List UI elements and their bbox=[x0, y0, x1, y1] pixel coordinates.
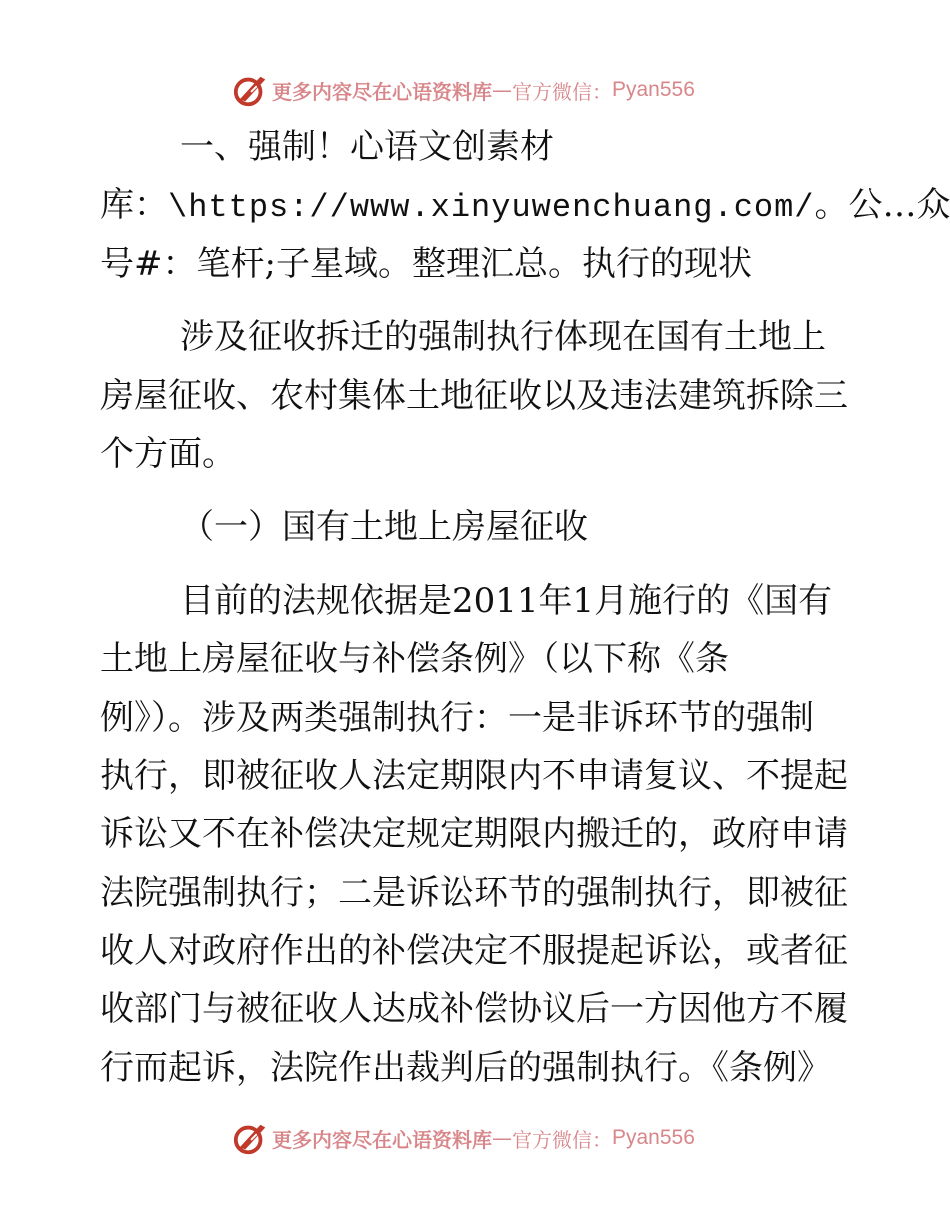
banner-label: 官方微信： bbox=[512, 79, 612, 104]
subheading: （一）国有土地上房屋征收 bbox=[180, 507, 588, 548]
banner-separator: — bbox=[492, 1126, 512, 1150]
paragraph-1 bbox=[100, 308, 860, 483]
paragraph-line: 涉及征收拆迁的强制执行体现在国有土地上 bbox=[180, 317, 826, 358]
paragraph-line: 收部门与被征收人达成补偿协议后一方因他方不履 bbox=[100, 989, 848, 1030]
header-banner bbox=[0, 70, 950, 110]
paragraph-line: 房屋征收、农村集体土地征收以及违法建筑拆除三 bbox=[100, 375, 848, 416]
paragraph-line: 个方面。 bbox=[100, 433, 236, 474]
paragraph-line: 法院强制执行；二是诉讼环节的强制执行，即被征 bbox=[100, 872, 848, 913]
paragraph-2 bbox=[100, 572, 860, 1098]
banner-content bbox=[232, 70, 695, 110]
heading-line-3: 号#：笔杆;子星域。整理汇总。执行的现状 bbox=[100, 243, 752, 284]
paragraph-line: 行而起诉，法院作出裁判后的强制执行。《条例》 bbox=[100, 1047, 831, 1088]
heading-prefix: 库： bbox=[100, 185, 168, 226]
paragraph-line: 例》）。涉及两类强制执行：一是非诉环节的强制 bbox=[100, 697, 814, 738]
paragraph-line: 土地上房屋征收与补偿条例》（以下称《条 bbox=[100, 639, 729, 680]
brush-logo-icon bbox=[232, 71, 270, 109]
banner-label: 官方微信： bbox=[512, 1127, 612, 1152]
banner-text: 更多内容尽在心语资料库 bbox=[272, 79, 492, 104]
brush-logo-icon bbox=[232, 1119, 270, 1157]
heading-suffix: 。公…众 bbox=[814, 185, 950, 226]
paragraph-line: 收人对政府作出的补偿决定不服提起诉讼，或者征 bbox=[100, 931, 848, 972]
paragraph-line: 执行，即被征收人法定期限内不申请复议、不提起 bbox=[100, 755, 848, 796]
section-heading: 一、强制！心语文创素材 bbox=[180, 127, 554, 167]
banner-wechat-id: Pyan556 bbox=[612, 78, 695, 101]
banner-content bbox=[232, 1118, 695, 1158]
footer-banner bbox=[0, 1118, 950, 1158]
paragraph-line: 目前的法规依据是2011年1月施行的《国有 bbox=[180, 580, 833, 621]
banner-wechat-id: Pyan556 bbox=[612, 1126, 695, 1149]
document-body bbox=[100, 118, 950, 1097]
banner-separator: — bbox=[492, 78, 512, 102]
paragraph-line: 诉讼又不在补偿决定规定期限内搬迁的，政府申请 bbox=[100, 814, 848, 855]
heading-continuation bbox=[100, 176, 950, 234]
heading-url: \https://www.xinyuwenchuang.com/ bbox=[168, 189, 815, 227]
banner-text: 更多内容尽在心语资料库 bbox=[272, 1127, 492, 1152]
